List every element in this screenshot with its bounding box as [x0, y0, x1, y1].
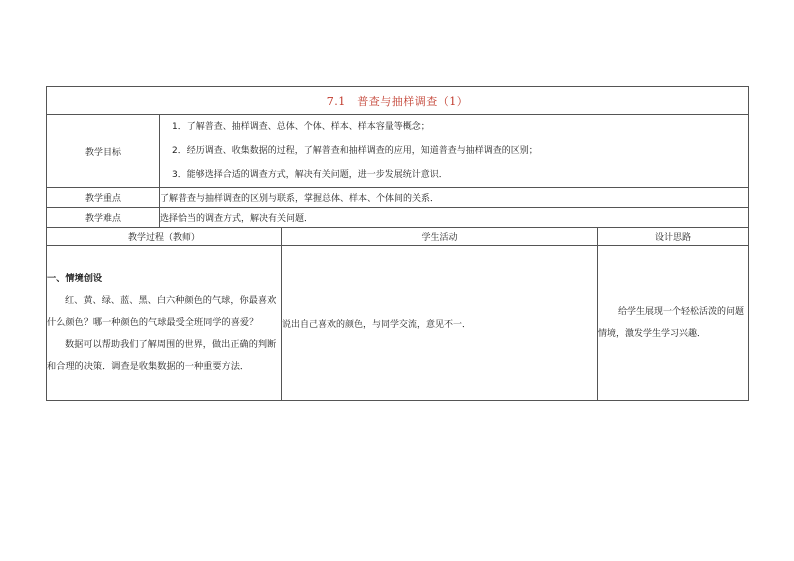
lesson-title: 7.1 普查与抽样调查（1） [47, 87, 749, 115]
objective-item: 2．经历调查、收集数据的过程，了解普查和抽样调查的应用，知道普查与抽样调查的区别； [172, 146, 538, 156]
lesson-plan-table [46, 86, 749, 401]
column-header-student: 学生活动 [282, 228, 598, 246]
teacher-paragraph: 数据可以帮助我们了解周围的世界，做出正确的判断和合理的决策．调查是收集数据的一种重要方法． [47, 339, 277, 372]
objective-item: 3．能够选择合适的调查方式，解决有关问题，进一步发展统计意识． [172, 170, 448, 180]
section-heading: 一、情境创设 [47, 273, 103, 284]
difficulties-label: 教学难点 [47, 208, 160, 228]
design-rationale-cell [598, 246, 749, 401]
student-activity-cell [282, 246, 598, 401]
objectives-label: 教学目标 [47, 115, 160, 188]
difficulties-text: 选择恰当的调查方式，解决有关问题． [160, 208, 749, 228]
teacher-process-cell [47, 246, 282, 401]
objective-item: 1．了解普查、抽样调查、总体、个体、样本、样本容量等概念； [172, 122, 430, 132]
column-header-design: 设计思路 [598, 228, 749, 246]
key-points-text: 了解普查与抽样调查的区别与联系，掌握总体、样本、个体间的关系． [160, 188, 749, 208]
objectives-content [160, 115, 749, 188]
teacher-paragraph: 红、黄、绿、蓝、黑、白六种颜色的气球，你最喜欢什么颜色？哪一种颜色的气球最受全班同学的喜爱？ [47, 295, 277, 328]
column-header-teacher: 教学过程（教师） [47, 228, 282, 246]
key-points-label: 教学重点 [47, 188, 160, 208]
design-rationale-text: 给学生展现一个轻松活泼的问题情境，激发学生学习兴趣． [598, 307, 745, 339]
student-activity-text: 说出自己喜欢的颜色，与同学交流，意见不一． [282, 319, 472, 330]
